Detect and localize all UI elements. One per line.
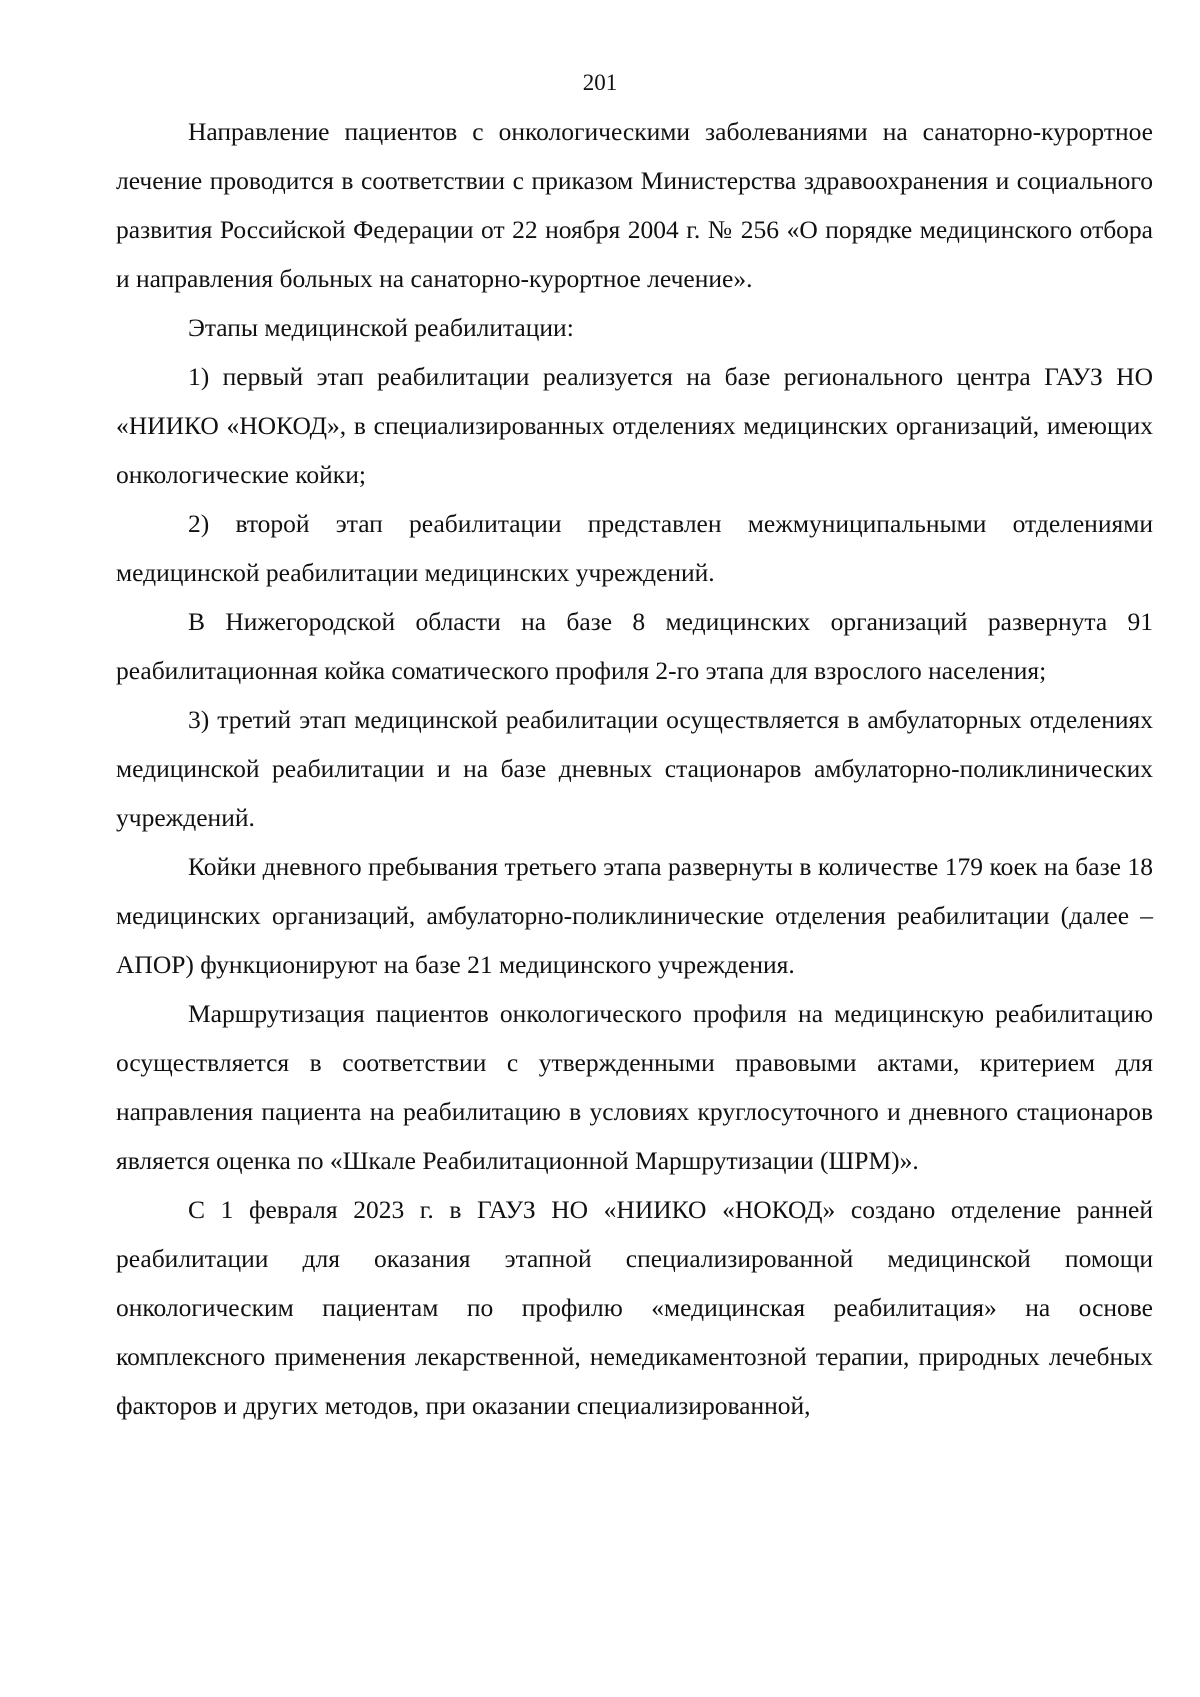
document-body <box>116 107 1153 1430</box>
paragraph-stage-three: 3) третий этап медицинской реабилитации осуществляется в амбулаторных отделениях медицинской реабилитации и на базе дневных стационаров амбулаторно-поликлинических учреждений. <box>116 705 1153 832</box>
paragraph-regional-beds: В Нижегородской области на базе 8 медицинских организаций развернута 91 реабилитационная койка соматического профиля 2-го этапа для взрослого населения; <box>116 607 1153 685</box>
paragraph-rehab-stages-heading: Этапы медицинской реабилитации: <box>188 313 574 342</box>
paragraph-early-rehab-department: С 1 февраля 2023 г. в ГАУЗ НО «НИИКО «НОКОД» создано отделение ранней реабилитации для оказания этапной специализированной медицинской помощи онкологическим пациентам по профилю «медицинская реабилитация» на основе комплексного применения лекарственной, немедикаментозной терапии, природных лечебных факторов и других методов, при оказании специализированной, <box>116 1195 1153 1420</box>
page-number: 201 <box>582 70 618 95</box>
paragraph-stage-two: 2) второй этап реабилитации представлен межмуниципальными отделениями медицинской реабилитации медицинских учреждений. <box>116 509 1153 587</box>
paragraph-routing: Маршрутизация пациентов онкологического профиля на медицинскую реабилитацию осуществляется в соответствии с утвержденными правовыми актами, критерием для направления пациента на реабилитацию в условиях круглосуточного и дневного стационаров является оценка по «Шкале Реабилитационной Маршрутизации (ШРМ)». <box>116 999 1153 1175</box>
paragraph-stage-one: 1) первый этап реабилитации реализуется на базе регионального центра ГАУЗ НО «НИИКО «НОКОД», в специализированных отделениях медицинских организаций, имеющих онкологические койки; <box>116 362 1153 489</box>
paragraph-day-beds: Койки дневного пребывания третьего этапа развернуты в количестве 179 коек на базе 18 медицинских организаций, амбулаторно-поликлинические отделения реабилитации (далее – АПОР) функционируют на базе 21 медицинского учреждения. <box>116 852 1153 979</box>
paragraph-sanatorium-referral: Направление пациентов с онкологическими заболеваниями на санаторно-курортное лечение проводится в соответствии с приказом Министерства здравоохранения и социального развития Российской Федерации от 22 ноября 2004 г. № 256 «О порядке медицинского отбора и направления больных на санаторно-курортное лечение». <box>116 117 1153 293</box>
